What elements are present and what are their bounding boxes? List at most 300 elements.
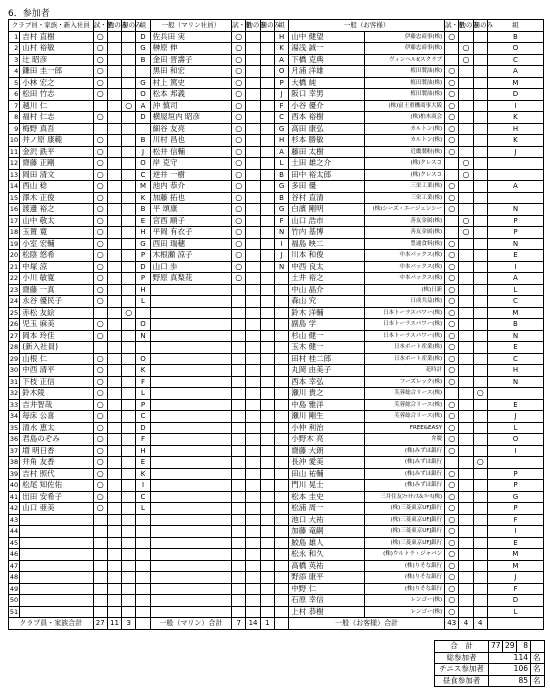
header-row (9, 20, 544, 32)
club-member-name: 山中 敬太 (20, 215, 93, 227)
marine-play-party-mark: ○ (232, 31, 246, 43)
customer-company: 善友金属(株) (364, 215, 445, 227)
customer-name: 鈴木 洋輔 (289, 307, 364, 319)
club-party-only-mark (122, 169, 136, 181)
row-number: 44 (9, 527, 19, 536)
row-number: 43 (9, 515, 19, 524)
participant-row (9, 238, 544, 250)
club-party-only-mark (122, 503, 136, 515)
row-number: 29 (9, 354, 19, 363)
club-party-only-mark (122, 434, 136, 446)
participant-row (9, 181, 544, 193)
row-number: 21 (9, 262, 19, 271)
club-group-cell: C (136, 411, 150, 423)
marine-staff-name: 宮西 順子 (150, 215, 232, 227)
marine-fishing-only-mark (246, 606, 260, 618)
marine-play-party-mark: ○ (232, 227, 246, 239)
row-number: 31 (9, 377, 19, 386)
marine-group-cell: N (274, 227, 288, 239)
participant-row (9, 480, 544, 492)
customer-play-party-mark: ○ (445, 399, 459, 411)
customer-party-only-mark (473, 158, 487, 170)
club-fishing-only-mark (107, 457, 121, 469)
customer-name: 中山 晶介 (289, 284, 364, 296)
club-party-only-mark (122, 560, 136, 572)
marine-play-party-mark: ○ (232, 112, 246, 124)
row-number: 27 (9, 331, 19, 340)
participant-row (9, 158, 544, 170)
marine-party-only-mark (260, 537, 274, 549)
marine-party-only-mark (260, 169, 274, 181)
marine-play-party-mark (232, 434, 246, 446)
customer-play-party-mark: ○ (445, 100, 459, 112)
customer-name: 松永 和久 (289, 549, 364, 561)
club-fishing-only-mark (107, 123, 121, 135)
marine-staff-name (150, 284, 232, 296)
club-play-party-mark: ○ (93, 250, 107, 262)
customer-play-party-mark (445, 215, 459, 227)
club-fishing-only-mark (107, 135, 121, 147)
customer-play-party-mark: ○ (445, 606, 459, 618)
customer-play-party-mark (445, 43, 459, 55)
participant-row (9, 526, 544, 538)
customer-company: 伊藤忠商事(株) (364, 43, 445, 55)
marine-party-only-mark (260, 31, 274, 43)
header-party-only: 懇のみ (122, 21, 142, 30)
participant-row (9, 365, 544, 377)
customer-group-cell: O (487, 434, 543, 446)
club-member-name: 吉井智哉 (20, 399, 93, 411)
participant-row (9, 457, 544, 469)
club-group-cell: D (136, 261, 150, 273)
summary-label: 昼食参加者 (435, 675, 489, 687)
marine-staff-name (150, 457, 232, 469)
marine-group-cell: J (274, 89, 288, 101)
marine-play-party-mark (232, 503, 246, 515)
participant-row (9, 422, 544, 434)
customer-play-party-mark: ○ (445, 537, 459, 549)
marine-play-party-mark (232, 422, 246, 434)
customer-party-only-mark (473, 215, 487, 227)
customer-fishing-only-mark (459, 330, 473, 342)
participant-row (9, 204, 544, 216)
customer-party-only-mark (473, 284, 487, 296)
marine-party-only-mark (260, 480, 274, 492)
customer-party-only-mark (473, 89, 487, 101)
club-play-party-mark: ○ (93, 491, 107, 503)
marine-group-cell: C (274, 112, 288, 124)
customer-party-only-mark (473, 399, 487, 411)
customer-play-party-mark: ○ (445, 503, 459, 515)
club-member-name: 井ノ原 康範 (20, 135, 93, 147)
customer-group-cell: L (487, 606, 543, 618)
club-play-party-mark (93, 123, 107, 135)
participant-row (9, 284, 544, 296)
summary-unit: 名 (531, 664, 545, 676)
customer-name: 多田 優 (289, 181, 364, 193)
club-play-party-mark (93, 606, 107, 618)
marine-total-cell: 14 (246, 618, 260, 630)
club-party-only-mark: ○ (122, 100, 136, 112)
customer-fishing-only-mark (459, 342, 473, 354)
club-party-only-mark (122, 77, 136, 89)
club-fishing-only-mark (107, 146, 121, 158)
summary-value: 8 (517, 641, 531, 653)
marine-fishing-only-mark (246, 158, 260, 170)
customer-fishing-only-mark (459, 560, 473, 572)
marine-group-cell (274, 560, 288, 572)
club-member-name: (新入社員) (20, 342, 93, 354)
marine-play-party-mark (232, 537, 246, 549)
customer-play-party-mark: ○ (445, 422, 459, 434)
customer-group-cell (487, 169, 543, 181)
club-play-party-mark: ○ (93, 146, 107, 158)
customer-party-only-mark (473, 31, 487, 43)
club-party-only-mark (122, 273, 136, 285)
club-member-name: 岡本 玲佳 (20, 330, 93, 342)
customer-company: (株)りそな銀行 (364, 583, 445, 595)
row-number: 16 (9, 205, 19, 214)
customer-play-party-mark (445, 388, 459, 400)
marine-group-cell: B (274, 169, 288, 181)
club-group-cell: D (136, 422, 150, 434)
club-party-only-mark (122, 238, 136, 250)
marine-party-only-mark (260, 319, 274, 331)
marine-group-cell (274, 284, 288, 296)
row-number: 33 (9, 400, 19, 409)
club-fishing-only-mark (107, 192, 121, 204)
club-play-party-mark: ○ (93, 480, 107, 492)
customer-company: 日成共益(株) (364, 296, 445, 308)
participant-row (9, 77, 544, 89)
customer-play-party-mark: ○ (445, 365, 459, 377)
summary-value: 106 (489, 664, 531, 676)
row-number: 22 (9, 274, 19, 283)
club-group-cell: H (136, 284, 150, 296)
marine-staff-name: 松井 信輔 (150, 146, 232, 158)
row-number: 46 (9, 550, 19, 559)
club-group-cell (136, 514, 150, 526)
marine-party-only-mark (260, 66, 274, 78)
row-number: 38 (9, 458, 19, 467)
club-party-only-mark (122, 480, 136, 492)
club-member-name: 岡田 清文 (20, 169, 93, 181)
customer-party-only-mark (473, 365, 487, 377)
club-party-only-mark (122, 422, 136, 434)
marine-play-party-mark (232, 549, 246, 561)
marine-group-cell (274, 422, 288, 434)
club-member-name: 中塚 涼 (20, 261, 93, 273)
customer-party-only-mark (473, 192, 487, 204)
customer-party-only-mark (473, 43, 487, 55)
customer-group-cell: N (487, 376, 543, 388)
marine-play-party-mark: ○ (232, 204, 246, 216)
marine-group-cell (274, 388, 288, 400)
marine-group-cell (274, 572, 288, 584)
marine-party-only-mark (260, 411, 274, 423)
customer-company: (株)りそな銀行 (364, 572, 445, 584)
spacer-cell (274, 618, 288, 630)
marine-play-party-mark: ○ (232, 250, 246, 262)
customer-party-only-mark (473, 250, 487, 262)
customer-fishing-only-mark (459, 284, 473, 296)
marine-fishing-only-mark (246, 43, 260, 55)
club-member-name: 梅野 真吾 (20, 123, 93, 135)
customer-fishing-only-mark (459, 273, 473, 285)
marine-total-cell: 7 (232, 618, 246, 630)
customer-fishing-only-mark (459, 537, 473, 549)
club-group-cell: D (136, 31, 150, 43)
marine-party-only-mark (260, 526, 274, 538)
customer-name: 大橋 純 (289, 77, 364, 89)
marine-staff-name (150, 342, 232, 354)
customer-party-only-mark: ○ (473, 388, 487, 400)
row-number: 40 (9, 481, 19, 490)
marine-staff-name: 榊原 伸 (150, 43, 232, 55)
club-party-only-mark (122, 31, 136, 43)
marine-fishing-only-mark (246, 192, 260, 204)
customer-company: 日本ボート産業(株) (364, 342, 445, 354)
club-party-only-mark (122, 399, 136, 411)
marine-play-party-mark (232, 468, 246, 480)
club-member-name: 山根 仁 (20, 353, 93, 365)
customer-company: 三井住友ﾌｧｲﾅﾝｽ＆ﾘｰｽ(株) (364, 491, 445, 503)
customer-play-party-mark: ○ (445, 342, 459, 354)
customer-name: 月浦 洋雄 (289, 66, 364, 78)
customer-party-only-mark (473, 468, 487, 480)
marine-group-cell: O (274, 66, 288, 78)
row-number: 6 (9, 89, 20, 101)
marine-play-party-mark (232, 353, 246, 365)
marine-play-party-mark: ○ (232, 89, 246, 101)
club-fishing-only-mark (107, 261, 121, 273)
marine-staff-name (150, 296, 232, 308)
club-group-cell: E (136, 215, 150, 227)
marine-play-party-mark (232, 572, 246, 584)
club-party-only-mark (122, 537, 136, 549)
club-play-party-mark: ○ (93, 54, 107, 66)
customer-play-party-mark (445, 169, 459, 181)
customer-company: フーズレック(株) (364, 376, 445, 388)
customer-group-cell: L (487, 284, 543, 296)
row-number: 12 (9, 159, 19, 168)
customer-name: 小谷 優介 (289, 100, 364, 112)
customer-name: 谷村 直清 (289, 192, 364, 204)
customer-group-cell: E (487, 342, 543, 354)
customer-party-only-mark (473, 411, 487, 423)
marine-fishing-only-mark (246, 388, 260, 400)
marine-play-party-mark: ○ (232, 66, 246, 78)
customer-name: 土井 裕之 (289, 273, 364, 285)
customer-name: 副島 学 (289, 319, 364, 331)
customer-group-cell: N (487, 204, 543, 216)
customer-party-only-mark (473, 100, 487, 112)
customer-name: 杉山 健一 (289, 330, 364, 342)
marine-party-only-mark (260, 215, 274, 227)
marine-staff-name (150, 491, 232, 503)
participant-row (9, 445, 544, 457)
customer-party-only-mark (473, 146, 487, 158)
customer-fishing-only-mark (459, 388, 473, 400)
marine-party-only-mark (260, 273, 274, 285)
marine-party-only-mark (260, 434, 274, 446)
customer-fishing-only-mark (459, 112, 473, 124)
customer-name: 中野 仁 (289, 583, 364, 595)
participant-row (9, 123, 544, 135)
marine-play-party-mark (232, 388, 246, 400)
customer-fishing-only-mark (459, 204, 473, 216)
participant-row (9, 549, 544, 561)
club-play-party-mark (93, 583, 107, 595)
club-play-party-mark: ○ (93, 319, 107, 331)
customer-fishing-only-mark: ○ (459, 54, 473, 66)
customer-play-party-mark: ○ (445, 146, 459, 158)
club-fishing-only-mark (107, 526, 121, 538)
marine-group-cell (274, 330, 288, 342)
club-fishing-only-mark (107, 468, 121, 480)
customer-play-party-mark: ○ (445, 77, 459, 89)
marine-fishing-only-mark (246, 66, 260, 78)
customer-party-only-mark (473, 537, 487, 549)
customer-fishing-only-mark (459, 549, 473, 561)
marine-fishing-only-mark (246, 537, 260, 549)
customer-fishing-only-mark: ○ (459, 169, 473, 181)
header-group: 組 (274, 20, 288, 32)
customer-company: 日本トーラスパワー(株) (364, 307, 445, 319)
header-party-only: 懇のみ (260, 21, 281, 30)
customer-company: 近畿製粉(株) (364, 146, 445, 158)
club-group-cell (136, 583, 150, 595)
marine-fishing-only-mark (246, 54, 260, 66)
customer-company: (株)三菱東京UFJ銀行 (364, 503, 445, 515)
spacer-cell (487, 618, 543, 630)
customer-name: 玉木 健一 (289, 342, 364, 354)
customer-play-party-mark: ○ (445, 549, 459, 561)
customer-name: 野添 康平 (289, 572, 364, 584)
customer-company: 芙蓉総合リース(株) (364, 399, 445, 411)
club-play-party-mark: ○ (93, 77, 107, 89)
row-number: 8 (9, 112, 20, 124)
customer-group-cell: L (487, 422, 543, 434)
customer-name: 丸岡 由美子 (289, 365, 364, 377)
customer-group-cell: M (487, 549, 543, 561)
customer-fishing-only-mark (459, 434, 473, 446)
row-number: 11 (9, 147, 19, 156)
header-group: 組 (136, 20, 150, 32)
row-number: 41 (9, 492, 19, 501)
customer-fishing-only-mark (459, 123, 473, 135)
customer-group-cell: J (487, 411, 543, 423)
club-group-cell: O (136, 89, 150, 101)
marine-play-party-mark (232, 296, 246, 308)
club-fishing-only-mark (107, 595, 121, 607)
customer-fishing-only-mark (459, 445, 473, 457)
club-party-only-mark (122, 388, 136, 400)
row-number: 23 (9, 285, 19, 294)
marine-staff-name (150, 422, 232, 434)
club-party-only-mark (122, 135, 136, 147)
participant-row (9, 296, 544, 308)
marine-group-cell: P (274, 77, 288, 89)
club-group-cell (136, 537, 150, 549)
club-group-cell: F (136, 434, 150, 446)
customer-party-only-mark (473, 123, 487, 135)
customer-group-cell: A (487, 66, 543, 78)
customer-fishing-only-mark (459, 480, 473, 492)
customer-fishing-only-mark (459, 514, 473, 526)
customer-fishing-only-mark (459, 250, 473, 262)
marine-play-party-mark (232, 376, 246, 388)
marine-party-only-mark (260, 100, 274, 112)
marine-party-only-mark (260, 77, 274, 89)
club-play-party-mark: ○ (93, 192, 107, 204)
customer-group-cell: A (487, 181, 543, 193)
club-play-party-mark: ○ (93, 399, 107, 411)
marine-staff-name (150, 572, 232, 584)
club-party-only-mark (122, 411, 136, 423)
marine-fishing-only-mark (246, 434, 260, 446)
club-member-name: 小林 宏之 (20, 77, 93, 89)
club-play-party-mark: ○ (93, 181, 107, 193)
marine-group-cell (274, 457, 288, 469)
marine-play-party-mark: ○ (232, 158, 246, 170)
customer-company: 芙蓉総合リース(株) (364, 411, 445, 423)
customer-group-cell: K (487, 112, 543, 124)
marine-staff-name: 山口 歩 (150, 261, 232, 273)
marine-group-cell: J (274, 250, 288, 262)
customer-name: 阪口 幸男 (289, 89, 364, 101)
customer-group-cell: C (487, 54, 543, 66)
club-member-name: 中西 清平 (20, 365, 93, 377)
customer-play-party-mark: ○ (445, 89, 459, 101)
customer-group-cell: C (487, 296, 543, 308)
club-fishing-only-mark (107, 480, 121, 492)
customer-company: (株)クレスコ (364, 169, 445, 181)
club-play-party-mark (93, 537, 107, 549)
customer-group-cell: J (487, 572, 543, 584)
club-fishing-only-mark (107, 273, 121, 285)
customer-name: 西本 裕樹 (289, 112, 364, 124)
customer-name: 松浦 周一 (289, 503, 364, 515)
customer-fishing-only-mark (459, 77, 473, 89)
club-member-name (20, 583, 93, 595)
marine-group-cell: A (274, 54, 288, 66)
participant-row (9, 434, 544, 446)
marine-group-cell (274, 296, 288, 308)
marine-fishing-only-mark (246, 342, 260, 354)
marine-fishing-only-mark (246, 411, 260, 423)
customer-name: 小野木 亮 (289, 434, 364, 446)
customer-party-only-mark (473, 422, 487, 434)
marine-fishing-only-mark (246, 468, 260, 480)
club-member-name (20, 537, 93, 549)
participant-row (9, 43, 544, 55)
club-fishing-only-mark (107, 549, 121, 561)
marine-fishing-only-mark (246, 296, 260, 308)
club-member-name: 児玉 麻美 (20, 319, 93, 331)
club-fishing-only-mark (107, 215, 121, 227)
club-group-cell: P (136, 399, 150, 411)
customer-play-party-mark: ○ (445, 595, 459, 607)
marine-group-cell: F (274, 100, 288, 112)
marine-party-only-mark (260, 353, 274, 365)
customer-fishing-only-mark (459, 100, 473, 112)
customer-name: 西本 幸弘 (289, 376, 364, 388)
row-number: 51 (9, 607, 19, 616)
marine-staff-name (150, 514, 232, 526)
customer-company: 中本パックス(株) (364, 261, 445, 273)
participant-row (9, 330, 544, 342)
